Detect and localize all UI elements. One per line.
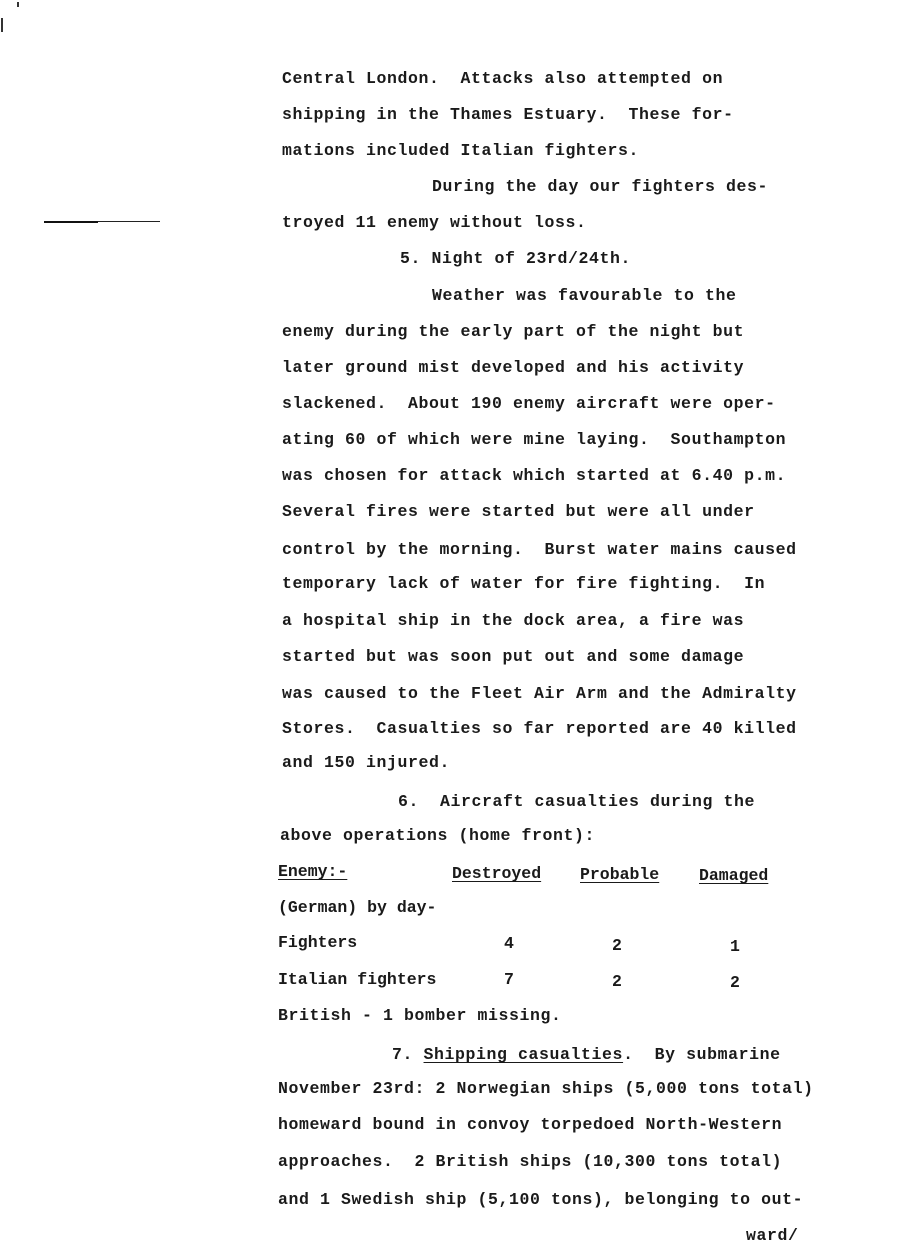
- text-line: temporary lack of water for fire fighting. In: [282, 574, 766, 593]
- section-5-heading: 5. Night of 23rd/24th.: [400, 249, 632, 268]
- margin-mark: [1, 18, 3, 32]
- text-line: started but was soon put out and some damage: [282, 647, 745, 666]
- cell-probable: 2: [612, 972, 622, 991]
- column-header-destroyed: Destroyed: [452, 864, 542, 883]
- text-line: November 23rd: 2 Norwegian ships (5,000 tons total): [278, 1079, 814, 1098]
- cell-destroyed: 4: [504, 934, 514, 953]
- column-header-probable: Probable: [580, 865, 660, 884]
- text-line: Weather was favourable to the: [432, 286, 737, 305]
- text-line: mations included Italian fighters.: [282, 141, 640, 160]
- table-subheading: (German) by day-: [278, 898, 437, 917]
- text-line: Central London. Attacks also attempted on: [282, 69, 724, 88]
- text-line: slackened. About 190 enemy aircraft were oper-: [282, 394, 776, 413]
- text-line: later ground mist developed and his activity: [282, 358, 745, 377]
- section-text: . By submarine: [623, 1045, 781, 1064]
- text-line: troyed 11 enemy without loss.: [282, 213, 587, 232]
- cell-probable: 2: [612, 936, 622, 955]
- text-line: homeward bound in convoy torpedoed North-Western: [278, 1115, 783, 1134]
- text-line: approaches. 2 British ships (10,300 tons total): [278, 1152, 783, 1171]
- text-line: control by the morning. Burst water mains caused: [282, 540, 797, 559]
- cell-damaged: 1: [730, 937, 740, 956]
- column-header-damaged: Damaged: [699, 866, 769, 885]
- text-line: Several fires were started but were all under: [282, 502, 755, 521]
- section-number: 7.: [392, 1045, 414, 1064]
- text-line: and 1 Swedish ship (5,100 tons), belonging to out-: [278, 1190, 804, 1209]
- margin-mark: [17, 2, 19, 7]
- text-line: shipping in the Thames Estuary. These for-: [282, 105, 734, 124]
- british-losses: British - 1 bomber missing.: [278, 1006, 562, 1025]
- text-line: and 150 injured.: [282, 753, 451, 772]
- row-label: Italian fighters: [278, 970, 437, 989]
- text-line: Stores. Casualties so far reported are 40 killed: [282, 719, 797, 738]
- section-6-heading: 6. Aircraft casualties during the: [398, 792, 756, 811]
- row-label: Fighters: [278, 933, 358, 952]
- text-line: During the day our fighters des-: [432, 177, 769, 196]
- text-line: was caused to the Fleet Air Arm and the Admiralty: [282, 684, 797, 703]
- text-line: a hospital ship in the dock area, a fire was: [282, 611, 745, 630]
- margin-rule: [44, 221, 160, 223]
- cell-damaged: 2: [730, 973, 740, 992]
- table-label-enemy: Enemy:-: [278, 862, 348, 881]
- text-line: above operations (home front):: [280, 826, 596, 845]
- catchword: ward/: [746, 1226, 799, 1245]
- text-line: enemy during the early part of the night but: [282, 322, 745, 341]
- section-title: Shipping casualties: [423, 1045, 624, 1064]
- cell-destroyed: 7: [504, 970, 514, 989]
- text-line: was chosen for attack which started at 6.40 p.m.: [282, 466, 787, 485]
- text-line: ating 60 of which were mine laying. Southampton: [282, 430, 787, 449]
- section-7-heading: [392, 1045, 781, 1065]
